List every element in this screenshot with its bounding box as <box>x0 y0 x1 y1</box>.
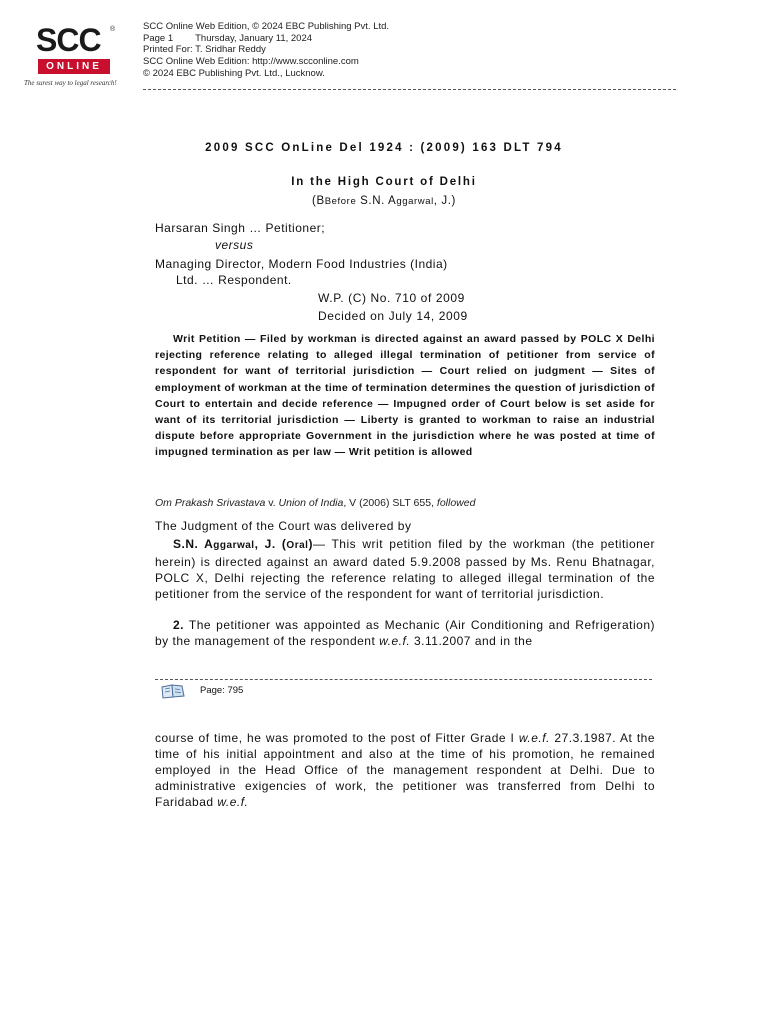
header-web-edition: SCC Online Web Edition: http://www.scconline.com <box>143 56 359 68</box>
header-copyright: © 2024 EBC Publishing Pvt. Ltd., Lucknow. <box>143 67 325 79</box>
paragraph-2: 2. The petitioner was appointed as Mechanic (Air Conditioning and Refrigeration) by the management of the respondent w.e.f. 3.11.2007 and in the <box>155 618 655 648</box>
case-citation: 2009 SCC OnLine Del 1924 : (2009) 163 DLT 794 <box>205 142 563 154</box>
header-page-date <box>143 33 389 45</box>
header-divider <box>143 89 676 90</box>
headnote-text: Writ Petition — Filed by workman is directed against an award passed by POLC X Delhi rejecting reference relating to alleged illegal termination of petitioner from service of respondent for want of territorial jurisdiction — Court relied on judgment — Sites of employment of workman at the time of termination determines the question of jurisdiction of Court to entertain and decide reference — Impugned order of Court below is set aside for want of its territorial jurisdiction — Liberty is granted to workman to raise an industrial dispute before appropriate Government in the jurisdiction where he was posted at time of impugned termination as per law — Writ petition is allowed <box>155 333 655 459</box>
followed-citation: Om Prakash Srivastava v. Union of India, V (2006) SLT 655, followed <box>155 497 476 509</box>
bench-judge-initials: S.N. A <box>360 195 397 207</box>
respondent-line1: Managing Director, Modern Food Industries (India) <box>155 257 448 271</box>
header-page: Page 1 <box>143 32 174 44</box>
page-break-divider <box>155 679 652 680</box>
judge-name: S.N. Aggarwal, J. (Oral) <box>173 537 313 551</box>
logo-online-badge: ONLINE <box>38 59 110 74</box>
bench: (BBefore S.N. Aggarwal, J.) <box>312 195 456 207</box>
page-number-marker: Page: 795 <box>200 685 244 696</box>
scc-online-logo <box>24 22 132 92</box>
logo-scc-text: SCC <box>36 22 101 58</box>
bench-judge-rest: ggarwal <box>396 196 434 207</box>
para-number: 2. <box>173 618 185 632</box>
petition-number: W.P. (C) No. 710 of 2009 <box>318 291 465 305</box>
page-book-icon <box>160 683 186 699</box>
header-edition: SCC Online Web Edition, © 2024 EBC Publishing Pvt. Ltd. <box>143 21 390 32</box>
header-date: Thursday, January 11, 2024 <box>195 32 313 44</box>
print-header <box>143 21 389 80</box>
respondent-line2: Ltd. … Respondent. <box>176 273 292 287</box>
court-name: In the High Court of Delhi <box>291 176 477 188</box>
bench-before: Before <box>324 196 357 207</box>
petitioner: Harsaran Singh … Petitioner; <box>155 221 326 235</box>
headnote <box>155 331 655 461</box>
versus: versus <box>215 238 254 252</box>
header-printed-for: Printed For: T. Sridhar Reddy <box>143 44 266 56</box>
logo-tagline: The surest way to legal research! <box>24 79 117 87</box>
logo-registered-mark: ® <box>110 26 116 33</box>
paragraph-1: S.N. Aggarwal, J. (Oral)— This writ petition filed by the workman (the petitioner herein) is directed against an award dated 5.9.2008 passed by Ms. Renu Bhatnagar, POLC X, Delhi rejecting the reference relating to alleged illegal termination of the petitioner from the service of the respondent for want of territorial jurisdiction. <box>155 537 655 601</box>
decided-date: Decided on July 14, 2009 <box>318 309 468 323</box>
paragraph-2-continued: course of time, he was promoted to the post of Fitter Grade I w.e.f. 27.3.1987. At the time of his initial appointment and also at the time of his promotion, he remained employed in the Head Office of the management respondent at Delhi. Due to administrative exigencies of work, the petitioner was transferred from Delhi to Faridabad w.e.f. <box>155 731 655 809</box>
judgment-intro: The Judgment of the Court was delivered by <box>155 519 412 533</box>
